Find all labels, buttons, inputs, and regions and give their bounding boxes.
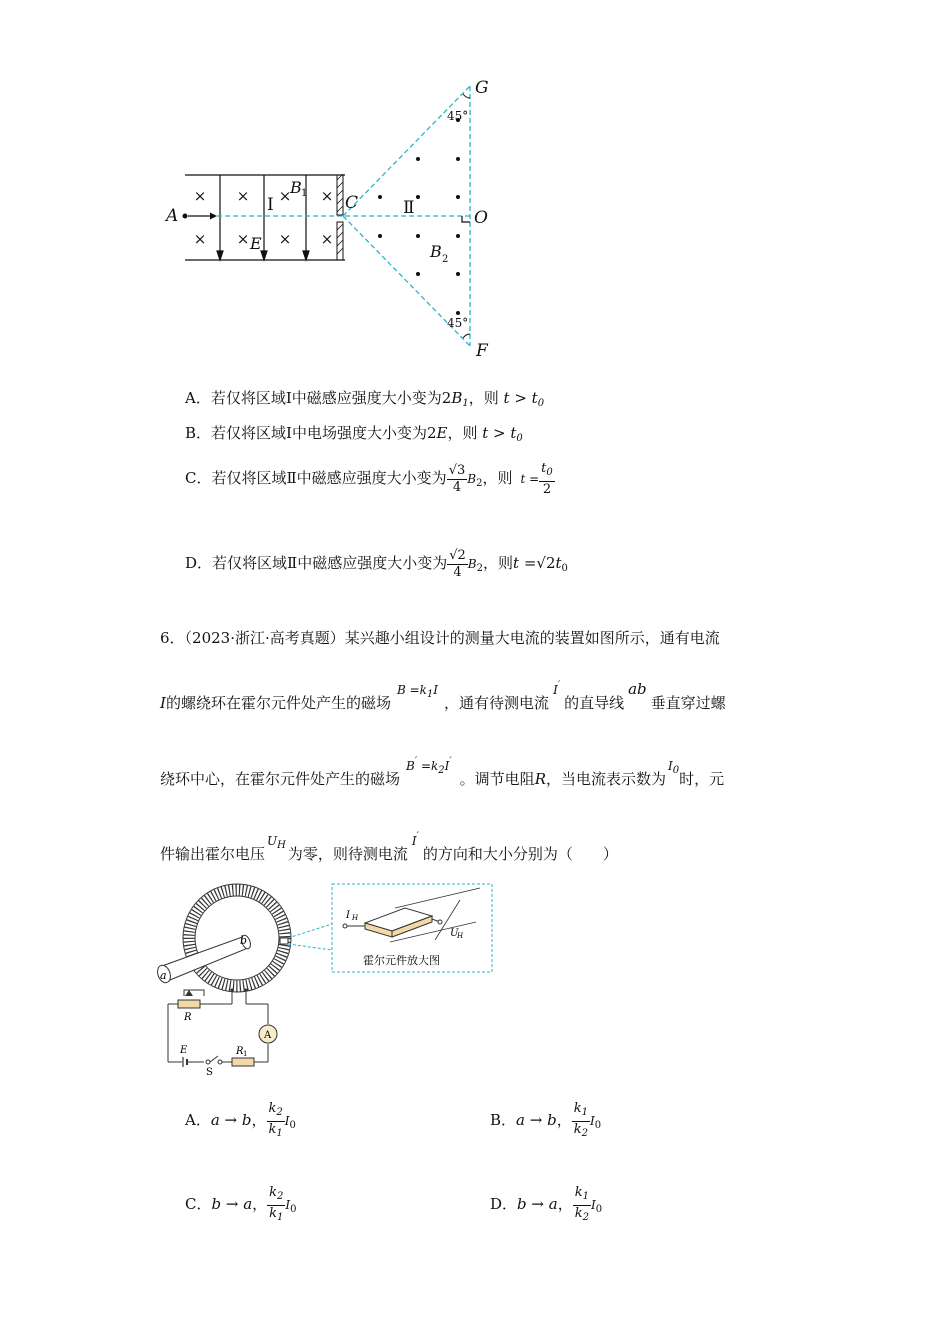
q5-option-a[interactable]	[185, 388, 544, 414]
q6-d-fraction: $\frac{k_1}{k_2}$	[574, 1184, 589, 1223]
q5-a-b-sub: 1	[462, 398, 469, 409]
label-region-1: Ⅰ	[267, 195, 274, 215]
svg-text:×: ×	[278, 230, 292, 248]
q5-option-b[interactable]	[185, 423, 523, 449]
q6-l3-text2: 。调节电阻	[459, 770, 535, 788]
svg-text:×: ×	[193, 187, 207, 205]
q5-c-then: ，则	[482, 469, 513, 487]
label-angle-top: 45°	[447, 109, 469, 123]
q6-l2-text1: 的螺绕环在霍尔元件处产生的磁场	[165, 694, 391, 712]
q6-b-I: I	[589, 1114, 595, 1128]
label-region-2: Ⅱ	[403, 198, 415, 218]
q5-d-b: B	[467, 557, 477, 571]
label-G: G	[475, 78, 489, 98]
fig2-caption: 霍尔元件放大图	[363, 954, 440, 967]
q6-d-I: I	[590, 1198, 596, 1212]
q5-d-t0: t	[555, 554, 562, 572]
q5-a-letter: A．	[185, 389, 211, 407]
q6-a-I-sub: 0	[289, 1120, 296, 1131]
q6-a-letter: A．	[185, 1111, 211, 1129]
svg-text:×: ×	[193, 230, 207, 248]
fig2-label-S: S	[206, 1067, 213, 1078]
q5-option-c[interactable]	[185, 460, 555, 500]
q6-l2-I: I	[160, 694, 166, 712]
q5-c-tden: 2	[542, 481, 552, 497]
fig2-label-R1: R	[236, 1046, 244, 1057]
q6-option-d[interactable]: D．b → a， $\frac{k_1}{k_2}$ $I_0$	[490, 1182, 602, 1226]
q6-line-1	[160, 628, 720, 648]
q5-a-then: ，则	[468, 389, 504, 407]
q5-b-then: ，则	[447, 424, 483, 442]
fig2-label-IH-sub: H	[352, 914, 359, 922]
fig2-label-ammeter: A	[264, 1030, 272, 1041]
q5-a-b: B	[451, 389, 463, 407]
label-B1: B	[290, 178, 302, 197]
label-C: C	[345, 193, 359, 213]
label-B1-sub: 1	[301, 188, 308, 199]
q5-b-t0-sub: 0	[516, 433, 523, 444]
q5-d-eq: =	[519, 554, 537, 572]
label-F: F	[476, 341, 488, 361]
q6-c-fraction: $\frac{k_2}{k_1}$	[269, 1184, 284, 1223]
svg-text:×: ×	[320, 187, 334, 205]
q5-a-t: t	[503, 389, 510, 407]
q5-c-fraction	[447, 463, 468, 496]
fig2-label-E: E	[180, 1045, 188, 1056]
q5-c-b: B	[467, 472, 477, 486]
svg-text:×: ×	[278, 187, 292, 205]
q5-d-t0-sub: 0	[561, 563, 568, 574]
q5-c-eq: =	[525, 472, 540, 486]
q6-l4-text3: 的方向和大小分别为（ ）	[422, 845, 618, 863]
q6-l2-text4: 垂直穿过螺	[650, 694, 726, 712]
q5-c-tnum-sub: 0	[546, 466, 553, 478]
label-B2-sub: 2	[442, 254, 449, 265]
label-A: A	[166, 206, 179, 226]
q6-a-I: I	[284, 1114, 290, 1128]
q6-l2-eq: $B =k_1I$	[396, 683, 439, 700]
q5-d-b-sub: 2	[476, 563, 483, 574]
q6-b-I-sub: 0	[594, 1120, 602, 1131]
q6-l3-text3: ，当电流表示数为	[545, 770, 666, 788]
q5-c-letter: C．	[185, 469, 212, 487]
q5-option-d[interactable]	[185, 545, 568, 585]
svg-text:×: ×	[320, 230, 334, 248]
q5-b-text: 若仅将区域Ⅰ中电场强度大小变为2	[211, 424, 437, 442]
q6-l4-Iprime: I′	[411, 831, 419, 848]
q6-c-direction: b → a	[211, 1195, 253, 1213]
q5-d-text: 若仅将区域Ⅱ中磁感应强度大小变为	[212, 554, 448, 572]
q5-b-e: E	[436, 424, 448, 442]
q6-b-direction: a → b	[516, 1111, 557, 1129]
q5-c-b-sub: 2	[476, 478, 483, 489]
q6-option-b[interactable]: B．a → b， $\frac{k_1}{k_2}$ $I_0$	[490, 1098, 601, 1142]
q6-b-letter: B．	[490, 1111, 517, 1129]
q6-c-letter: C．	[185, 1195, 212, 1213]
svg-text:×: ×	[236, 230, 250, 248]
q6-l4-UH: $U_H$	[267, 834, 286, 851]
q5-d-letter: D．	[185, 554, 213, 572]
fig2-label-UH-sub: H	[457, 932, 464, 940]
q5-c-t: t	[520, 472, 526, 486]
q5-d-rhs: √2	[536, 554, 556, 572]
q5-b-t0: t	[510, 424, 517, 442]
label-B2: B	[430, 242, 442, 261]
q5-c-frac-num: √3	[448, 462, 466, 478]
hall-sensor-circuit-diagram	[150, 878, 500, 1078]
q6-b-fraction: $\frac{k_1}{k_2}$	[573, 1100, 588, 1139]
q6-l2-ab: ab	[628, 680, 647, 698]
q5-d-then: ，则	[483, 554, 514, 572]
q6-d-I-sub: 0	[595, 1204, 603, 1215]
q6-line-4	[160, 831, 618, 870]
q6-l3-I0: $I_0$	[668, 759, 680, 776]
q6-l2-text2: ，通有待测电流	[444, 694, 550, 712]
q5-c-frac-den: 4	[452, 479, 462, 495]
q6-a-fraction: $\frac{k_2}{k_1}$	[268, 1100, 283, 1139]
fig2-label-IH: I	[346, 910, 350, 921]
q5-b-t: t	[482, 424, 489, 442]
q5-a-gt: >	[509, 389, 532, 407]
q6-l1-text: 6．（2023·浙江·高考真题）某兴趣小组设计的测量大电流的装置如图所示，通有电流	[160, 629, 720, 647]
field-region-diagram	[160, 70, 520, 370]
q5-d-t: t	[513, 554, 520, 572]
q6-l3-text1: 绕环中心，在霍尔元件处产生的磁场	[160, 770, 401, 788]
q5-d-frac-den: 4	[453, 564, 462, 580]
q5-c-tnum: t	[541, 460, 547, 476]
fig2-label-R1-sub: 1	[243, 1050, 248, 1058]
q6-line-2	[160, 680, 726, 719]
label-angle-bottom: 45°	[447, 316, 469, 330]
q6-option-c[interactable]: C．b → a， $\frac{k_2}{k_1}$ $I_0$	[185, 1182, 297, 1226]
q6-l2-text3: 的直导线	[564, 694, 625, 712]
fig2-label-a: a	[160, 969, 167, 982]
fig2-label-UH: U	[450, 928, 459, 939]
q6-c-I: I	[285, 1198, 291, 1212]
fig2-label-R: R	[184, 1012, 192, 1023]
q6-d-letter: D．	[490, 1195, 518, 1213]
q6-c-I-sub: 0	[290, 1204, 297, 1215]
q5-a-t0: t	[531, 389, 538, 407]
q6-a-direction: a → b	[210, 1111, 252, 1129]
q5-c-text: 若仅将区域Ⅱ中磁感应强度大小变为	[211, 469, 447, 487]
q5-a-t0-sub: 0	[537, 398, 545, 409]
fig2-label-b: b	[240, 934, 248, 947]
q6-l3-R: R	[534, 770, 546, 788]
q6-option-a[interactable]: A．a → b， $\frac{k_2}{k_1}$ $I_0$	[185, 1098, 296, 1142]
q5-d-fraction	[447, 548, 468, 581]
svg-text:×: ×	[236, 187, 250, 205]
q5-b-gt: >	[488, 424, 511, 442]
q6-l2-Iprime: I′	[553, 680, 561, 697]
q6-d-direction: b → a	[517, 1195, 558, 1213]
q5-a-text: 若仅将区域Ⅰ中磁感应强度大小变为2	[210, 389, 452, 407]
q6-l3-text4: 时，元	[679, 770, 725, 788]
label-E: E	[250, 234, 262, 253]
q6-l4-text2: 为零，则待测电流	[287, 845, 408, 863]
q6-l3-eq: $B' =k_2I'$	[406, 756, 452, 776]
q5-c-t-fraction	[539, 461, 555, 498]
label-O: O	[474, 208, 488, 228]
q5-d-frac-num: √2	[449, 547, 466, 563]
q5-b-letter: B．	[185, 424, 212, 442]
q6-l4-text1: 件输出霍尔电压	[160, 845, 266, 863]
q6-line-3	[160, 756, 725, 795]
